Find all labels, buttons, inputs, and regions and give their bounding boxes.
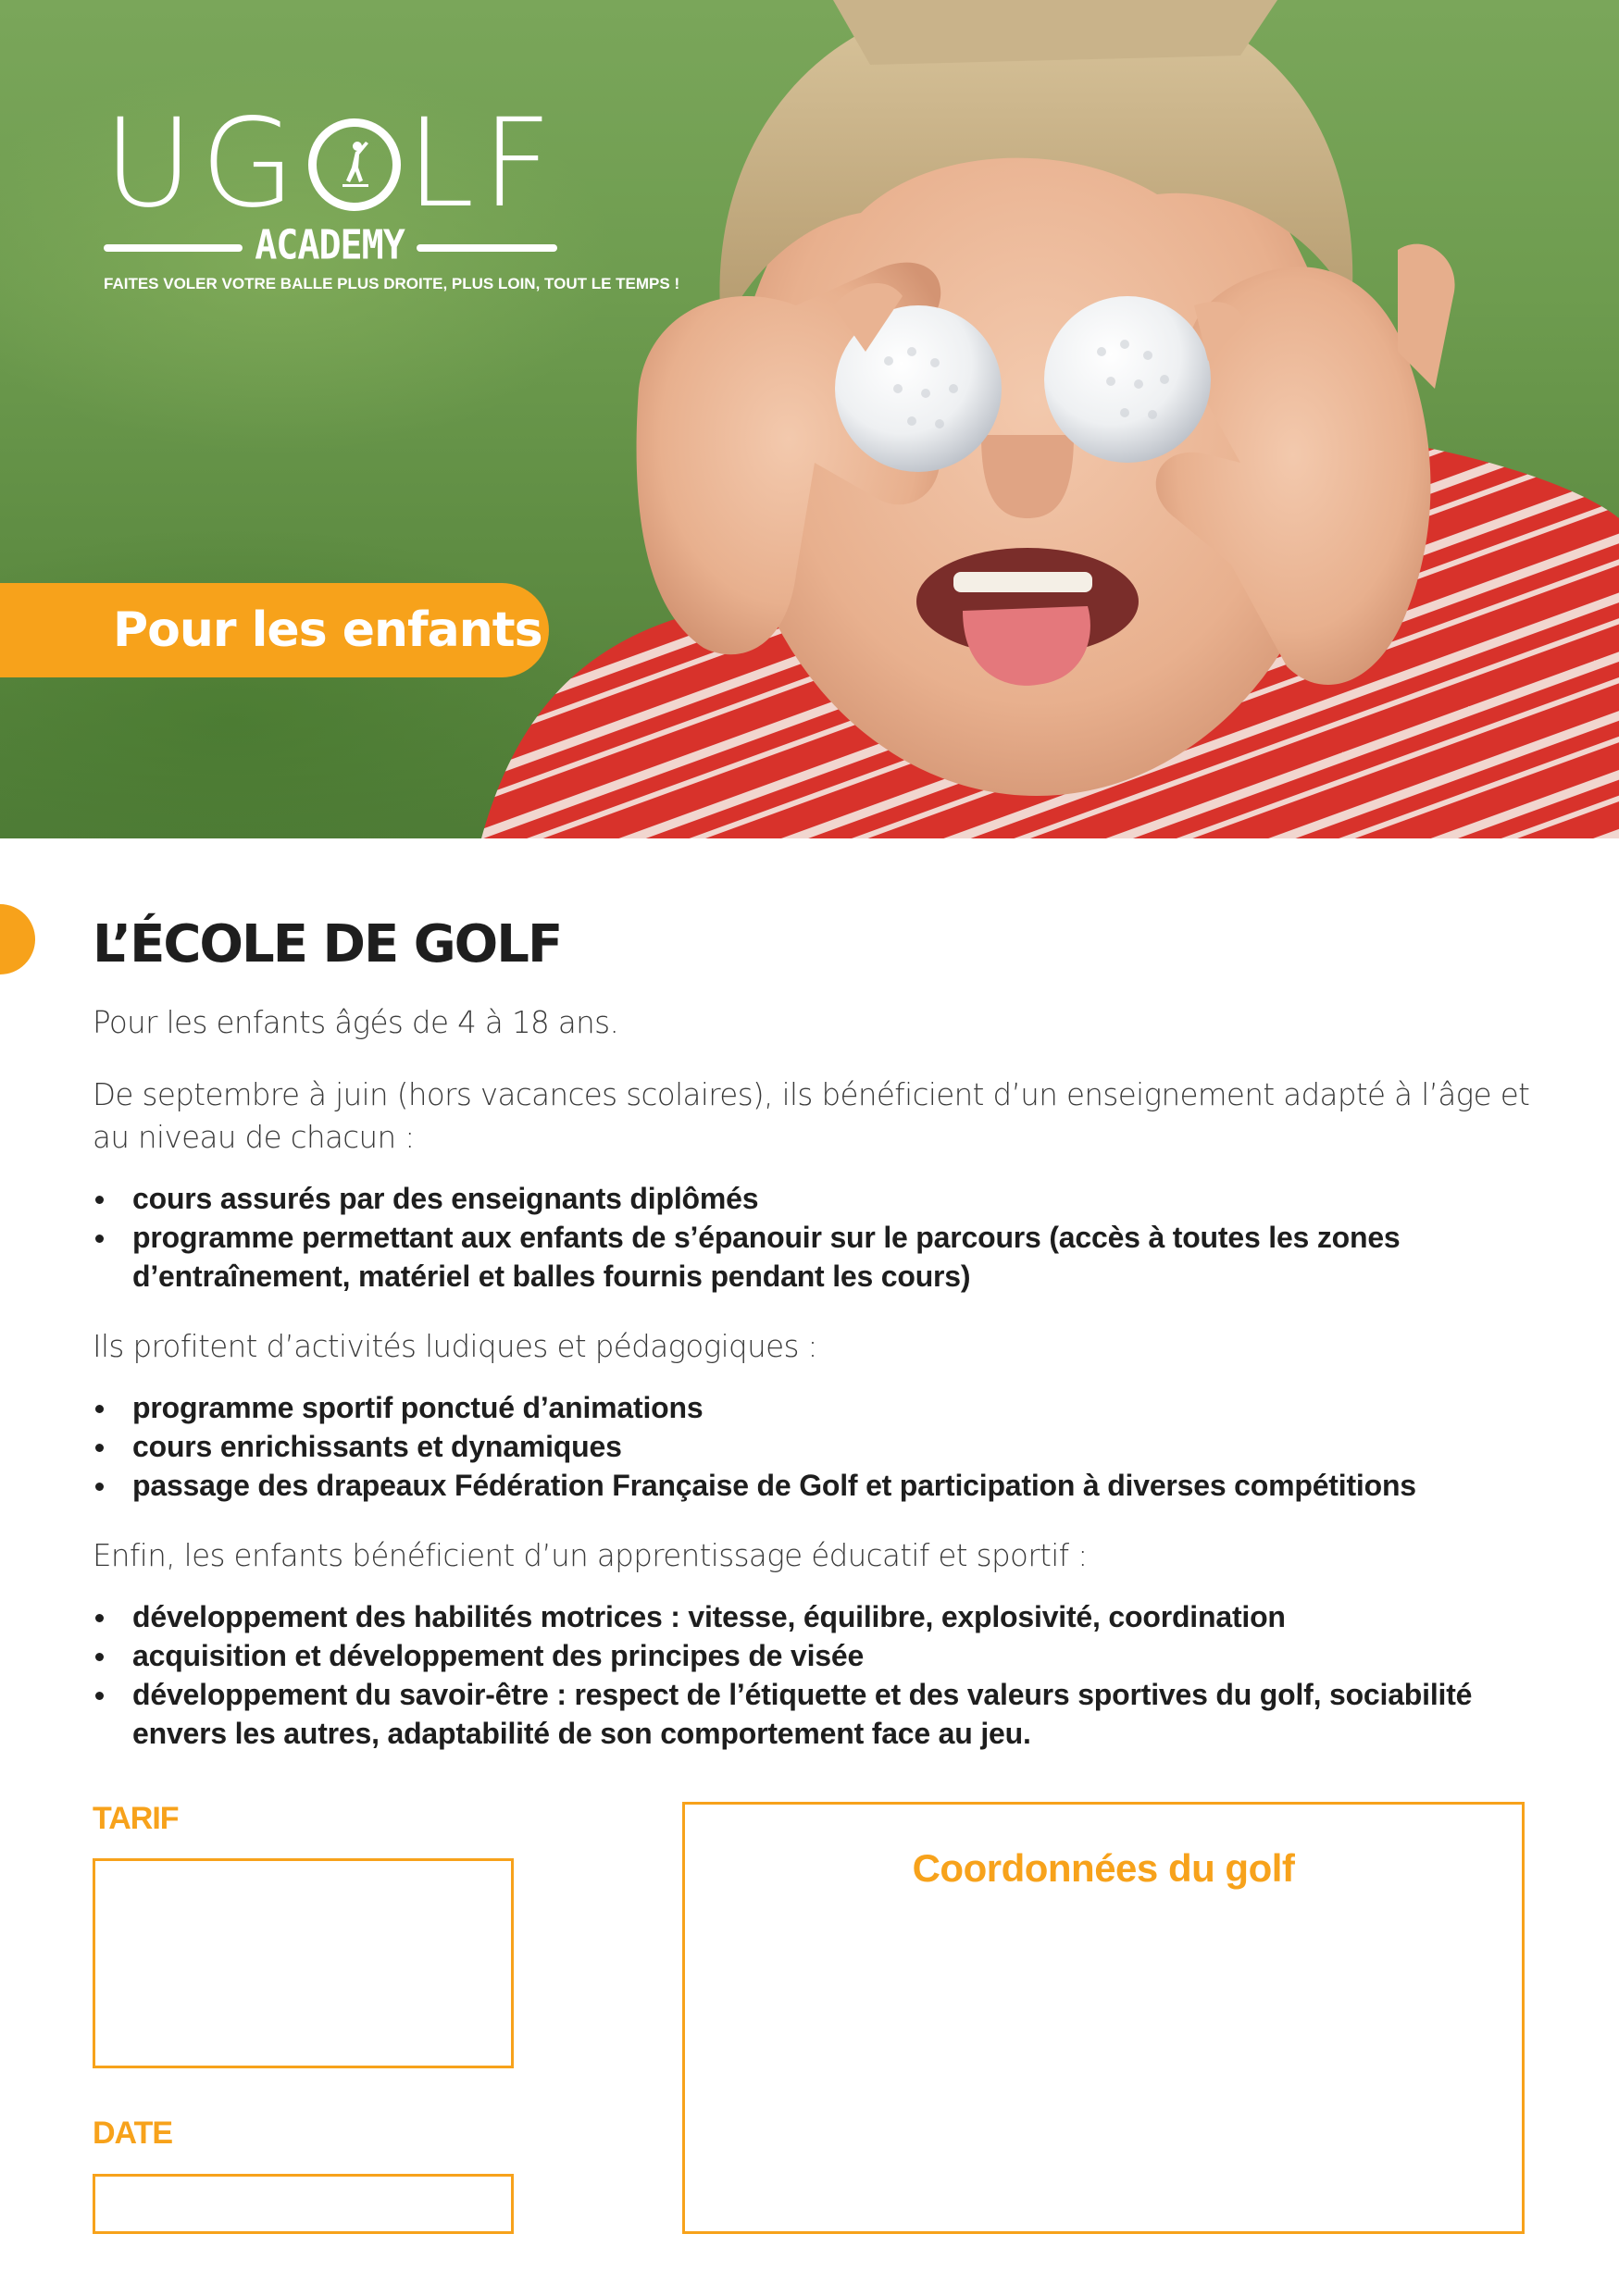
contact-title: Coordonnées du golf [912,1846,1295,1890]
contact-box [682,1802,1525,2234]
paragraph-2: Ils profitent d’activités ludiques et pédagogiques : [93,1329,817,1364]
list-item: développement du savoir-être : respect de l’étiquette et des valeurs sportives du golf, sociabilité envers les autres, adaptabilité de son comportement face au jeu. [93,1675,1537,1753]
ugolf-academy-logo [104,93,680,304]
list-item: acquisition et développement des principes de visée [93,1636,1537,1675]
hero-banner [0,0,1619,838]
list-item: cours assurés par des enseignants diplômés [93,1179,1537,1218]
tarif-label: TARIF [93,1801,179,1836]
intro-text: Pour les enfants âgés de 4 à 18 ans. [93,1005,619,1040]
audience-badge-label: Pour les enfants [113,602,542,658]
section-marker [0,904,35,974]
logo-word-right: LF [405,93,560,235]
date-label: DATE [93,2116,173,2151]
list-3 [93,1597,1537,1753]
list-1 [93,1179,1537,1296]
list-item: programme permettant aux enfants de s’épanouir sur le parcours (accès à toutes les zones d’entraînement, matériel et balles fournis pendant les cours) [93,1218,1537,1296]
logo-word-left: UG [104,93,303,235]
paragraph-1: De septembre à juin (hors vacances scolaires), ils bénéficient d’un enseignement adapté à l’âge et au niveau de chacun : [93,1077,1530,1155]
list-item: programme sportif ponctué d’animations [93,1388,1537,1427]
list-item: cours enrichissants et dynamiques [93,1427,1537,1466]
section-title: L’ÉCOLE DE GOLF [93,914,562,974]
logo-tagline: FAITES VOLER VOTRE BALLE PLUS DROITE, PLUS LOIN, TOUT LE TEMPS ! [104,275,680,292]
logo-subtitle: ACADEMY [255,221,405,269]
list-2 [93,1388,1537,1505]
logo-bar-right [417,244,557,252]
list-item: développement des habilités motrices : vitesse, équilibre, explosivité, coordination [93,1597,1537,1636]
logo-wordmark [104,93,560,235]
paragraph-3: Enfin, les enfants bénéficient d’un apprentissage éducatif et sportif : [93,1538,1088,1573]
section-body [93,1001,1537,1753]
logo-bar-left [104,244,243,252]
audience-badge [0,583,549,677]
date-box [93,2174,514,2234]
list-item: passage des drapeaux Fédération Française de Golf et participation à diverses compétitions [93,1466,1537,1505]
tarif-box [93,1858,514,2068]
golfer-icon [308,118,401,211]
